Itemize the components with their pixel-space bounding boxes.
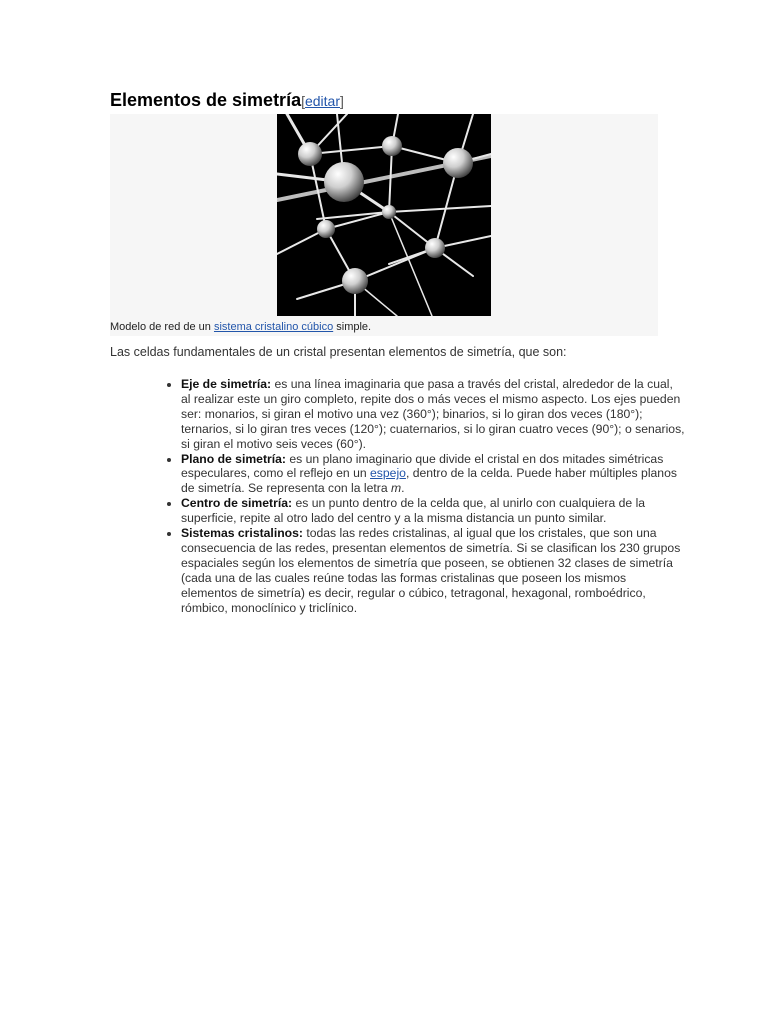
desc-plane-end: . (401, 481, 405, 496)
desc-center: es un punto dentro de la celda que, al unirlo con cualquiera de la superficie, repite al otro lado del centro y a la misma distancia un punto similar. (181, 496, 646, 526)
list-item-axis (181, 377, 685, 452)
caption-link-cubic-system[interactable]: sistema cristalino cúbico (213, 321, 334, 333)
figure-box (110, 114, 658, 336)
list-item-systems (181, 526, 685, 615)
edit-link-wrapper (301, 93, 344, 109)
edit-link[interactable]: editar (304, 93, 340, 109)
term-systems: Sistemas cristalinos: (181, 526, 303, 541)
symmetry-list (156, 377, 685, 616)
cubic-lattice-image[interactable] (277, 114, 491, 316)
edit-bracket-open: [ (301, 93, 305, 109)
figure-caption (110, 321, 371, 333)
desc-systems: todas las redes cristalinas, al igual que los cristales, que son una consecuencia de las redes, presentan elementos de simetría. Si se clasifican los 230 grupos espaciales según los elementos de simetría que poseen, se obtienen 32 clases de simetría (cada una de las cuales reúne todas las formas cristalinas que poseen los mismos elementos de simetría) es decir, regular o cúbico, tetragonal, hexagonal, romboédrico, rómbico, monoclínico y triclínico. (181, 526, 681, 615)
caption-text-after: simple. (333, 321, 372, 333)
term-center: Centro de simetría: (181, 496, 293, 511)
letter-m: m (391, 481, 402, 496)
term-plane: Plano de simetría: (181, 451, 286, 466)
section-heading (110, 90, 344, 111)
term-axis: Eje de simetría: (181, 377, 272, 391)
desc-plane-before: es un plano imaginario que divide el cristal en dos mitades simétricas especulares, como el reflejo en un (181, 451, 664, 481)
desc-axis: es una línea imaginaria que pasa a través del cristal, alrededor de la cual, al realizar este un giro completo, repite dos o más veces el mismo aspecto. Los ejes pueden ser: monarios, si giran el motivo una vez (360°); binarios, si lo giran dos veces (180°); ternarios, si lo giran tres veces (120°); cuaternarios, si lo giran cuatro veces (90°); o senarios, si giran el motivo seis veces (60°). (181, 377, 685, 451)
lattice-illustration (277, 114, 491, 316)
list-item-plane (181, 452, 685, 497)
link-mirror[interactable]: espejo (370, 466, 406, 481)
intro-paragraph: Las celdas fundamentales de un cristal presentan elementos de simetría, que son: (110, 345, 567, 359)
caption-text-before: Modelo de red de un (110, 321, 214, 333)
list-item-center (181, 496, 685, 526)
section-title: Elementos de simetría (110, 90, 302, 110)
edit-bracket-close: ] (340, 93, 344, 109)
desc-plane-after: , dentro de la celda. Puede haber múltiples planos de simetría. Se representa con la letra (181, 466, 677, 496)
